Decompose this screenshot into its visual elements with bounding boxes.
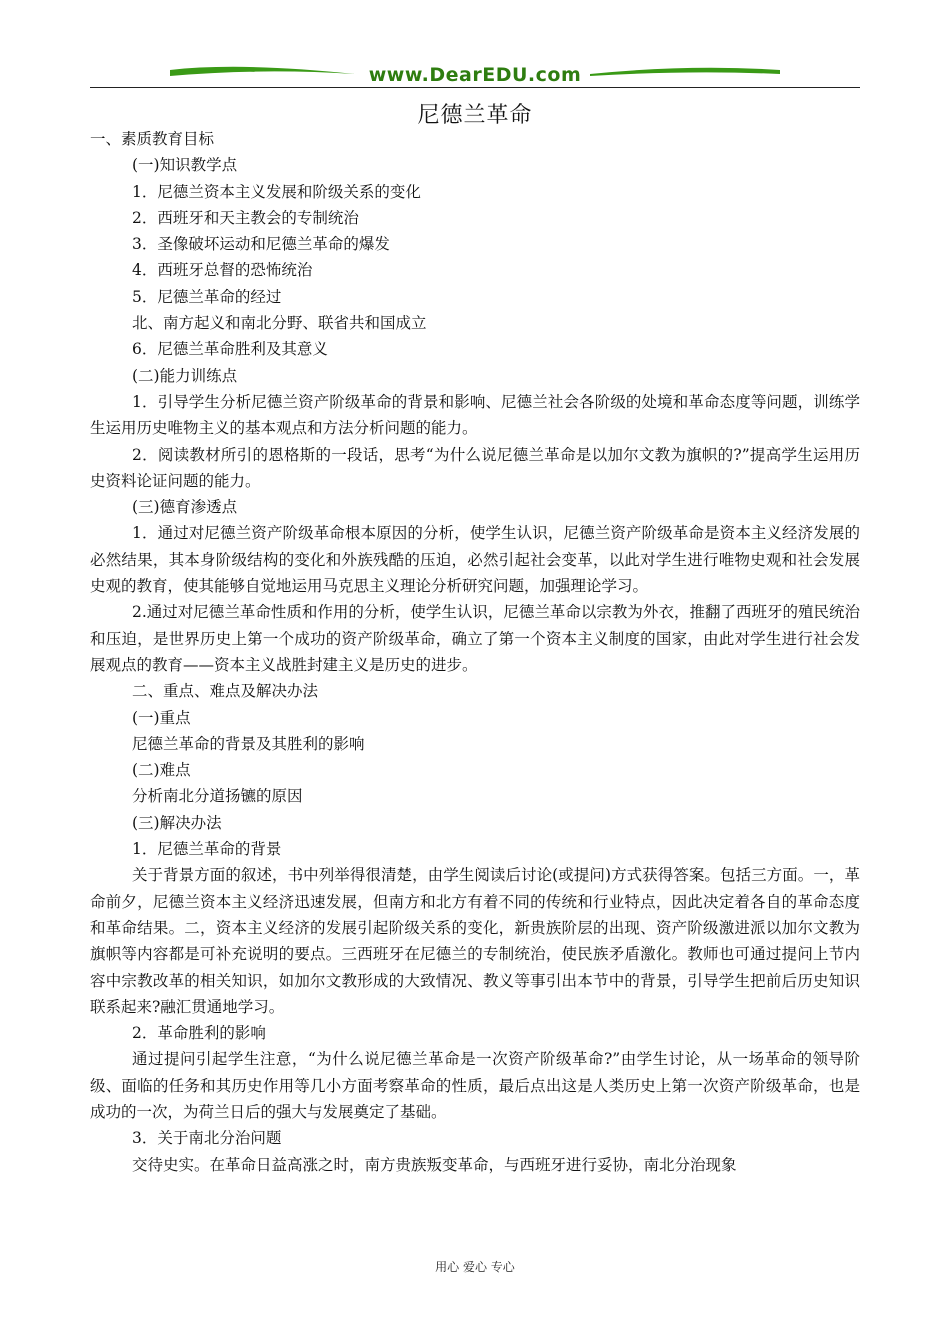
paragraph: 1．引导学生分析尼德兰资产阶级革命的背景和影响、尼德兰社会各阶级的处境和革命态度等问题，训练学生运用历史唯物主义的基本观点和方法分析问题的能力。 (90, 392, 860, 438)
subsection-heading: (三)解决办法 (132, 813, 222, 832)
document-title: 尼德兰革命 (417, 103, 533, 128)
subsection-heading: (二)难点 (132, 761, 191, 780)
list-item: 3．圣像破坏运动和尼德兰革命的爆发 (132, 235, 390, 254)
paragraph: 通过提问引起学生注意，“为什么说尼德兰革命是一次资产阶级革命?”由学生讨论，从一场革命的领导阶级、面临的任务和其历史作用等几小方面考察革命的性质，最后点出这是人类历史上第一次资产阶级革命，也是成功的一次，为荷兰日后的强大与发展奠定了基础。 (90, 1050, 860, 1121)
difficulty-text: 分析南北分道扬镳的原因 (132, 787, 303, 806)
document-body (90, 126, 860, 1178)
paragraph: 2.通过对尼德兰革命性质和作用的分析，使学生认识，尼德兰革命以宗教为外衣，推翻了西班牙的殖民统治和压迫，是世界历史上第一个成功的资产阶级革命，确立了第一个资本主义制度的国家，由此对学生进行社会发展观点的教育——资本主义战胜封建主义是历史的进步。 (90, 603, 860, 674)
list-item: 3．关于南北分治问题 (132, 1129, 282, 1148)
list-item: 6．尼德兰革命胜利及其意义 (132, 340, 328, 359)
subsection-heading: (一)知识教学点 (132, 156, 238, 175)
page-header (90, 60, 860, 90)
paragraph: 1．通过对尼德兰资产阶级革命根本原因的分析，使学生认识，尼德兰资产阶级革命是资本主义经济发展的必然结果，其本身阶级结构的变化和外族残酷的压迫，必然引起社会变革，以此对学生进行唯物史观和社会发展史观的教育，使其能够自觉地运用马克思主义理论分析研究问题，加强理论学习。 (90, 524, 860, 596)
list-item: 2．革命胜利的影响 (132, 1024, 266, 1043)
subsection-heading: (三)德育渗透点 (132, 498, 238, 517)
section-heading: 一、素质教育目标 (90, 130, 215, 148)
site-logo[interactable]: www.DearEDU.com (368, 64, 582, 86)
paragraph: 2．阅读教材所引的恩格斯的一段话，思考“为什么说尼德兰革命是以加尔文教为旗帜的?”提高学生运用历史资料论证问题的能力。 (90, 445, 860, 490)
list-item: 北、南方起义和南北分野、联省共和国成立 (132, 314, 427, 333)
focus-text: 尼德兰革命的背景及其胜利的影响 (132, 734, 365, 753)
paragraph: 交待史实。在革命日益高涨之时，南方贵族叛变革命，与西班牙进行妥协，南北分治现象 (132, 1155, 737, 1174)
subsection-heading: (一)重点 (132, 708, 191, 727)
list-item: 1．尼德兰资本主义发展和阶级关系的变化 (132, 182, 421, 201)
list-item: 2．西班牙和天主教会的专制统治 (132, 208, 359, 227)
subsection-heading: (二)能力训练点 (132, 366, 238, 385)
list-item: 1．尼德兰革命的背景 (132, 840, 282, 859)
paragraph: 关于背景方面的叙述，书中列举得很清楚，由学生阅读后讨论(或提问)方式获得答案。包括三方面。一，革命前夕，尼德兰资本主义经济迅速发展，但南方和北方有着不同的传统和行业特点，因此决定着各自的革命态度和革命结果。二，资本主义经济的发展引起阶级关系的变化，新贵族阶层的出现、资产阶级激进派以加尔文教为旗帜等内容都是可补充说明的要点。三西班牙在尼德兰的专制统治，使民族矛盾激化。教师也可通过提问上节内容中宗教改革的相关知识，如加尔文教形成的大致情况、教义等事引出本节中的背景，引导学生把前后历史知识联系起来?融汇贯通地学习。 (90, 866, 860, 1016)
section-heading: 二、重点、难点及解决办法 (132, 682, 319, 701)
header-divider (90, 87, 860, 88)
list-item: 4．西班牙总督的恐怖统治 (132, 261, 313, 280)
list-item: 5．尼德兰革命的经过 (132, 287, 282, 306)
page-footer: 用心 爱心 专心 (435, 1260, 515, 1274)
